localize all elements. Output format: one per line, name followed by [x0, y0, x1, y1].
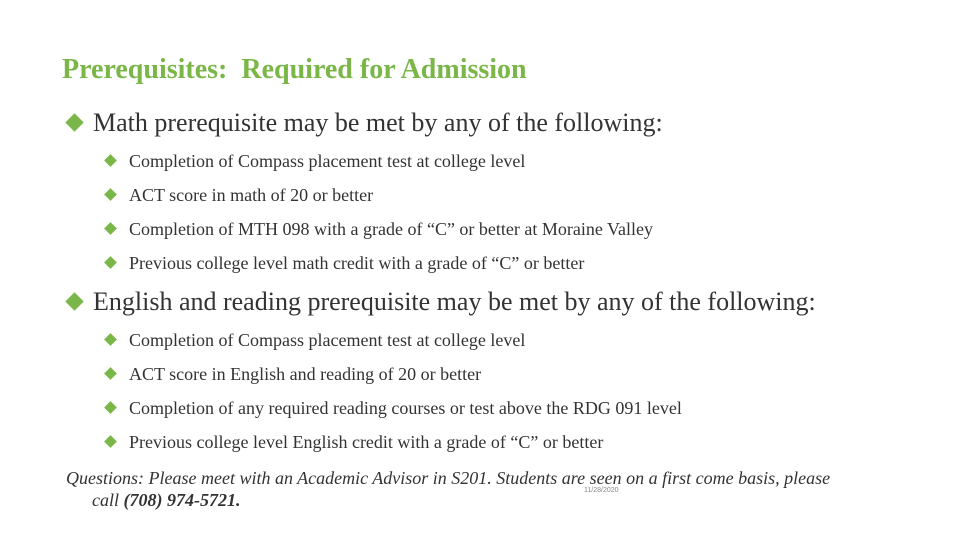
list-item-text: Completion of Compass placement test at college level	[129, 330, 526, 350]
footer-note	[66, 467, 936, 511]
section-english-heading	[66, 287, 816, 317]
footer-phone: (708) 974-5721.	[123, 490, 241, 510]
list-item	[104, 151, 525, 172]
diamond-bullet-icon	[65, 292, 83, 310]
list-item-text: ACT score in math of 20 or better	[129, 185, 374, 205]
list-item-text: Completion of Compass placement test at college level	[129, 151, 526, 171]
slide-title: Prerequisites: Required for Admission	[62, 54, 527, 85]
list-item-text: Previous college level math credit with a grade of “C” or better	[129, 253, 585, 273]
list-item-text: Completion of any required reading courses or test above the RDG 091 level	[129, 398, 682, 418]
section-heading-text: Math prerequisite may be met by any of the following:	[93, 108, 663, 137]
section-heading-text: English and reading prerequisite may be met by any of the following:	[93, 287, 816, 316]
list-item-text: ACT score in English and reading of 20 or better	[129, 364, 482, 384]
diamond-bullet-icon	[104, 368, 117, 381]
diamond-bullet-icon	[104, 223, 117, 236]
list-item	[104, 219, 653, 240]
diamond-bullet-icon	[104, 436, 117, 449]
list-item-text: Completion of MTH 098 with a grade of “C” or better at Moraine Valley	[129, 219, 654, 239]
list-item	[104, 330, 525, 351]
diamond-bullet-icon	[104, 155, 117, 168]
list-item	[104, 185, 373, 206]
slide-date: 11/28/2020	[584, 487, 619, 494]
footer-call-text: call	[92, 490, 124, 510]
list-item	[104, 364, 481, 385]
list-item-text: Previous college level English credit with a grade of “C” or better	[129, 432, 604, 452]
footer-line-2	[66, 489, 936, 511]
diamond-bullet-icon	[104, 402, 117, 415]
footer-line-1: Questions: Please meet with an Academic Advisor in S201. Students are seen on a first come basis, please	[66, 468, 831, 488]
list-item	[104, 398, 682, 419]
list-item	[104, 253, 584, 274]
diamond-bullet-icon	[104, 257, 117, 270]
list-item	[104, 432, 603, 453]
diamond-bullet-icon	[65, 113, 83, 131]
section-math-heading	[66, 108, 663, 138]
diamond-bullet-icon	[104, 334, 117, 347]
diamond-bullet-icon	[104, 189, 117, 202]
